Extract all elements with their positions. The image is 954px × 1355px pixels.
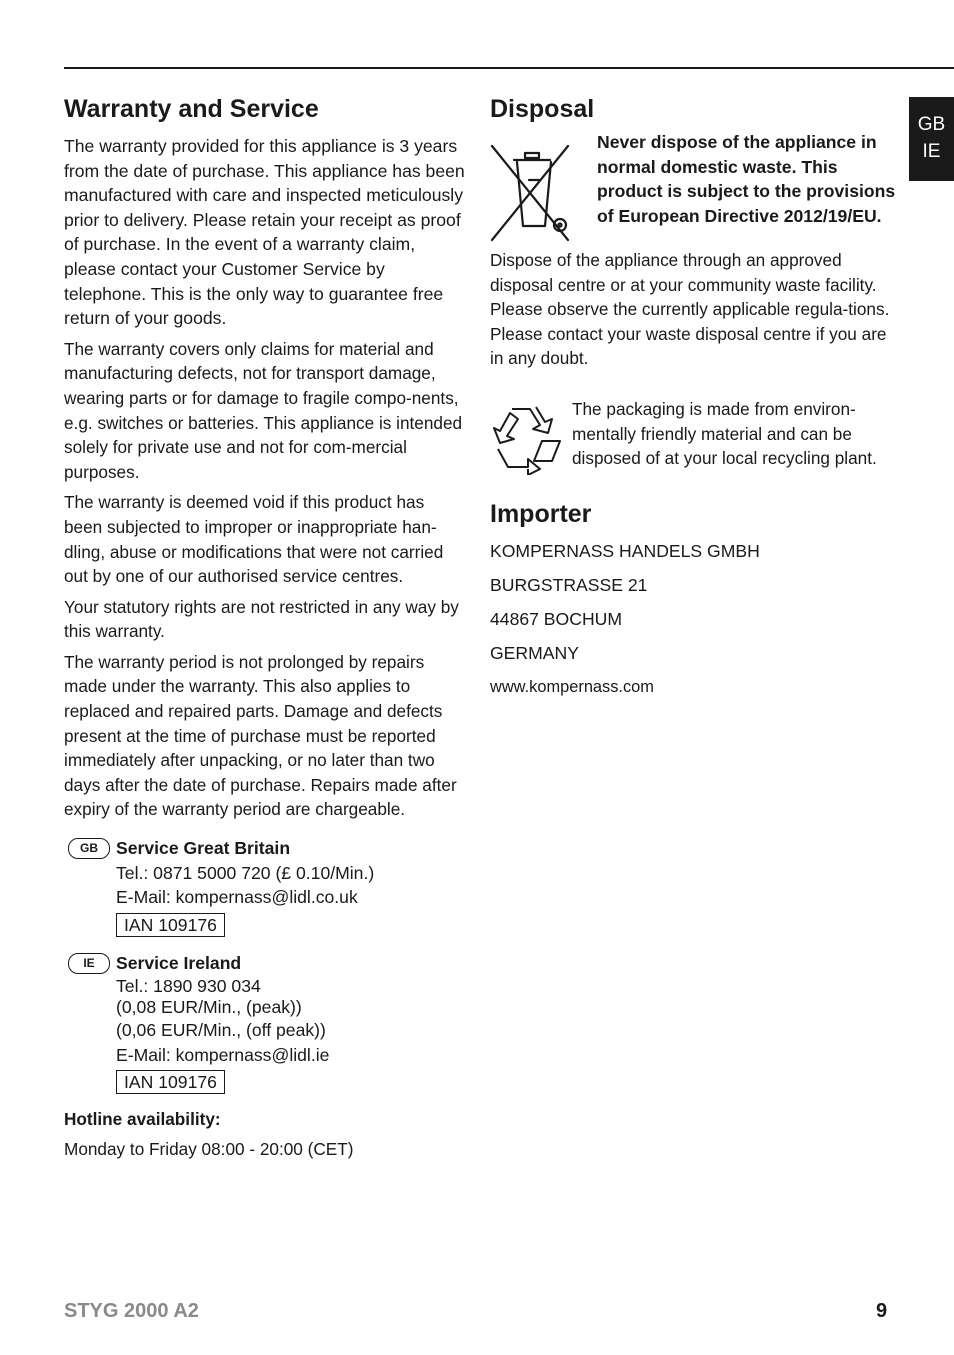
warranty-lead-paragraph: The warranty provided for this appliance is 3 years from the date of purchase. This appliance has been manufactured with care and inspected meticulously prior to delivery. Please retain your receipt as proof of purchase. In the event of a warranty claim, please contact your Customer Service by telephone. This is the only way to guarantee free return of your goods. xyxy=(64,136,465,329)
service-gb-phone: Tel.: 0871 5000 720 (£ 0.10/Min.) xyxy=(116,862,375,883)
page-number: 9 xyxy=(876,1300,888,1322)
warranty-heading: Warranty and Service xyxy=(64,95,319,123)
disposal-heading: Disposal xyxy=(490,95,595,123)
country-badge-ie: IE xyxy=(68,953,110,974)
language-tab xyxy=(909,97,954,181)
service-ie-rate-peak: (0,08 EUR/Min., (peak)) xyxy=(116,997,302,1017)
right-column xyxy=(490,92,896,709)
packaging-note: The packaging is made from environ-mentally friendly material and can be disposed of at your local recycling plant. xyxy=(572,398,877,469)
importer-website-link[interactable]: www.kompernass.com xyxy=(490,677,654,696)
service-ie-email: E-Mail: kompernass@lidl.ie xyxy=(116,1044,330,1065)
hotline-label: Hotline availability: xyxy=(64,1108,221,1129)
hotline-hours: Monday to Friday 08:00 - 20:00 (CET) xyxy=(64,1139,354,1160)
importer-country: GERMANY xyxy=(490,642,579,663)
service-gb-title: Service Great Britain xyxy=(116,838,291,859)
importer-city: 44867 BOCHUM xyxy=(490,608,623,629)
warranty-paragraph: The warranty period is not prolonged by repairs made under the warranty. This also applies to replaced and repaired parts. Damage and defects present at the time of purchase must be reported immediately after unpacking, or no later than two days after the date of purchase. Repairs made after expiry of the warranty period are chargeable. xyxy=(64,651,457,820)
left-column xyxy=(64,92,466,1168)
warranty-paragraph: Your statutory rights are not restricted in any way by this warranty. xyxy=(64,596,459,642)
service-ie-title: Service Ireland xyxy=(116,953,242,974)
recycle-icon xyxy=(490,403,566,475)
service-great-britain xyxy=(64,836,466,937)
language-tab-ie: IE xyxy=(922,141,941,162)
service-ireland xyxy=(64,951,466,1094)
footer-model-number: STYG 2000 A2 xyxy=(64,1300,199,1322)
service-ie-rate-offpeak: (0,06 EUR/Min., (off peak)) xyxy=(116,1020,326,1040)
language-tab-gb: GB xyxy=(917,114,946,135)
top-rule xyxy=(64,67,954,69)
recycling-block xyxy=(490,397,890,497)
service-gb-email: E-Mail: kompernass@lidl.co.uk xyxy=(116,887,358,908)
service-gb-ian: IAN 109176 xyxy=(116,913,225,937)
warranty-paragraph: The warranty covers only claims for material and manufacturing defects, not for transport damage, wearing parts or for damage to fragile compo-nents, e.g. switches or batteries. This appliance is intended solely for private use and not for com-mercial purposes. xyxy=(64,338,463,482)
crossed-out-bin-icon xyxy=(490,144,570,242)
importer-street: BURGSTRASSE 21 xyxy=(490,574,648,595)
service-ie-ian: IAN 109176 xyxy=(116,1070,225,1094)
importer-company: KOMPERNASS HANDELS GMBH xyxy=(490,540,760,561)
importer-heading: Importer xyxy=(490,499,592,528)
service-ie-phone: Tel.: 1890 930 034 xyxy=(116,976,261,996)
disposal-body: Dispose of the appliance through an approved disposal centre or at your community waste facility. Please observe the currently applicable regula-tions. Please contact your waste disposal centre if you are in any doubt. xyxy=(490,250,890,369)
disposal-warning: Never dispose of the appliance in normal domestic waste. This product is subject to the provisions of European Directive 2012/19/EU. xyxy=(597,132,896,226)
warranty-paragraph: The warranty is deemed void if this product has been subjected to improper or inappropriate han-dling, abuse or modifications that were not carried out by one of our authorised service centres. xyxy=(64,492,444,587)
disposal-header-block xyxy=(490,92,896,248)
country-badge-gb: GB xyxy=(68,838,110,859)
